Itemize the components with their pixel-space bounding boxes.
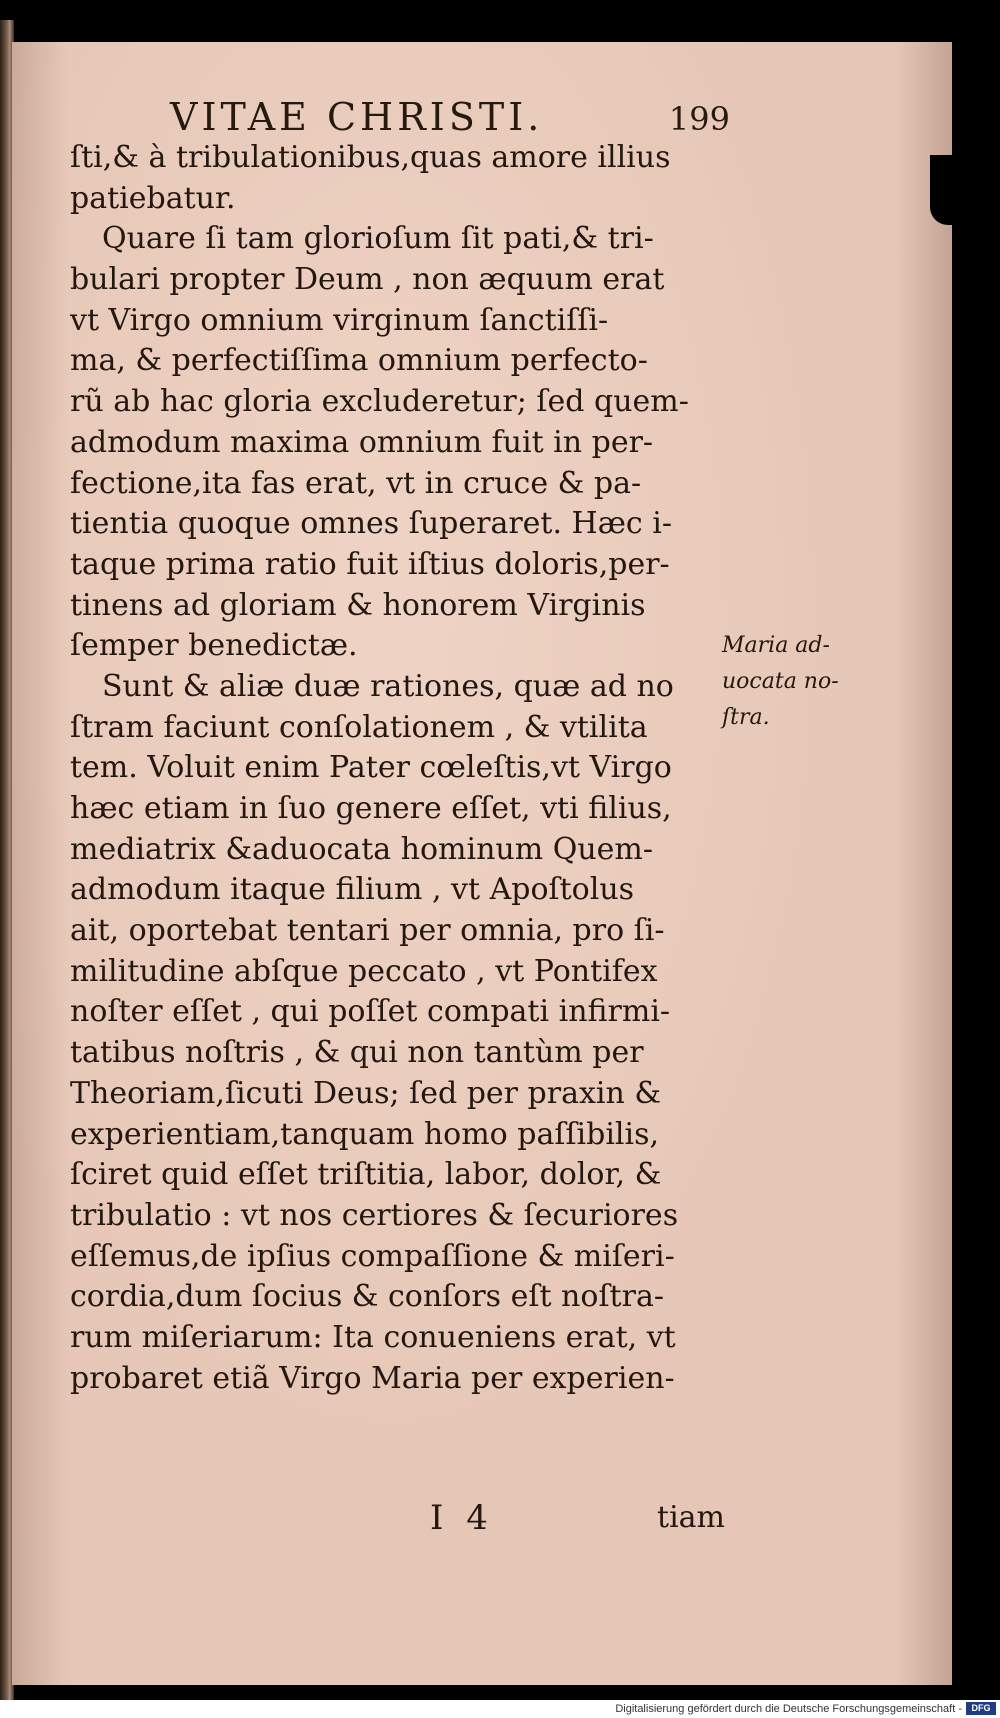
text-line: ait, oportebat tentari per omnia, pro ſi-: [70, 913, 665, 949]
signature-mark: I 4: [430, 1498, 494, 1538]
text-line: experientiam,tanquam homo paſſibilis,: [70, 1116, 660, 1152]
text-line: ſciret quid eſſet triſtitia, labor, dolor, &: [70, 1157, 662, 1193]
text-line: rũ ab hac gloria excluderetur; ſed quem-: [70, 384, 689, 420]
running-head: [170, 92, 730, 142]
page-tab-notch: [930, 155, 962, 225]
text-line: ſtram faciunt conſolationem , & vtilita: [70, 709, 648, 745]
running-title: VITAE CHRISTI.: [170, 95, 544, 139]
text-line: tatibus noſtris , & qui non tantùm per: [70, 1035, 644, 1071]
text-line: hæc etiam in ſuo genere eſſet, vti filius,: [70, 791, 672, 826]
text-line: bulari propter Deum , non æquum erat: [70, 262, 665, 298]
text-line: patiebatur.: [70, 180, 236, 216]
text-line: tribulatio : vt nos certiores & ſecuriores: [70, 1197, 679, 1233]
text-line: probaret etiã Virgo Maria per experien-: [70, 1360, 675, 1396]
text-line: tinens ad gloriam & honorem Virginis: [70, 587, 646, 623]
text-line: militudine abſque peccato , vt Pontifex: [70, 953, 658, 989]
text-line: vt Virgo omnium virginum ſanctiſſi-: [70, 302, 609, 338]
page-number: 199: [668, 100, 730, 138]
text-line: tientia quoque omnes ſuperaret. Hæc i-: [70, 506, 672, 542]
page-footer: [70, 1495, 725, 1541]
text-line: taque prima ratio fuit iſtius doloris,per-: [70, 546, 670, 582]
text-line: cordia,dum ſocius & conſors eſt noſtra-: [70, 1279, 664, 1315]
text-line: admodum maxima omnium fuit in per-: [70, 424, 654, 460]
text-line: Theoriam,ſicuti Deus; ſed per praxin &: [70, 1075, 662, 1111]
credit-text: Digitalisierung gefördert durch die Deutsche Forschungsgemeinschaft -: [615, 1703, 962, 1715]
marginal-note-line: uocata no-: [722, 669, 839, 694]
text-line: ma, & perfectiſſima omnium perfecto-: [70, 343, 648, 379]
digitization-credit-bar: [0, 1700, 1000, 1718]
text-line: Quare ſi tam glorioſum ſit pati,& tri-: [102, 221, 654, 257]
text-line: mediatrix &aduocata hominum Quem-: [70, 831, 653, 867]
text-line: ſemper benedictæ.: [70, 628, 358, 664]
text-line: fectione,ita fas erat, vt in cruce & pa-: [70, 465, 642, 501]
text-line: ſti,& à tribulationibus,quas amore illius: [70, 140, 671, 175]
body-text: [70, 138, 725, 1399]
text-line: tem. Voluit enim Pater cœleſtis,vt Virgo: [70, 750, 672, 786]
text-line: admodum itaque filium , vt Apoſtolus: [70, 872, 635, 908]
dfg-logo-icon: DFG: [966, 1702, 996, 1715]
marginal-note-line: ſtra.: [722, 705, 770, 730]
text-line: rum miſeriarum: Ita conueniens erat, vt: [70, 1319, 676, 1355]
marginal-note: [722, 628, 842, 736]
text-line: noſter eſſet , qui poſſet compati infirmi-: [70, 994, 671, 1030]
catchword: tiam: [657, 1500, 725, 1535]
text-line: eſſemus,de ipſius compaſſione & miſeri-: [70, 1238, 675, 1274]
marginal-note-line: Maria ad-: [722, 633, 830, 658]
text-line: Sunt & aliæ duæ rationes, quæ ad no: [102, 668, 674, 704]
